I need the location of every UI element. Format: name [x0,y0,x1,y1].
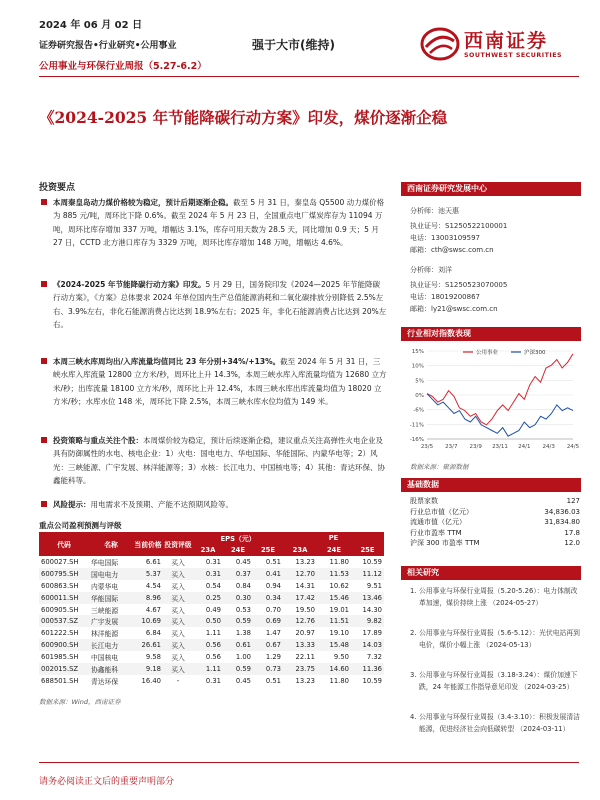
table-cell: 买入 [171,654,185,663]
series-line-csi300 [427,394,573,437]
market-label: 行业市盈率 TTM [410,528,462,537]
related-number: 3. [410,671,417,679]
table-row [39,580,384,592]
related-text: 公用事业与环保行业周报（3.18-3.24）：煤价加速下跌，24 年能源工作指导意见印发 （2024-03-25） [419,671,578,691]
chart-y-ticks [410,349,424,443]
col-name: 名称 [89,532,133,556]
report-type: 证券研究报告•行业研究•公用事业 [39,41,177,51]
col-eps-24e: 24E [223,544,253,556]
table-cell: 内蒙华电 [91,582,119,591]
table-cell: 0.51 [265,557,281,566]
market-row [410,496,580,507]
table-row [39,556,384,568]
bullet-square-icon [41,199,47,205]
table-cell: 17.89 [362,629,382,638]
bullet-lead: 本周秦皇岛动力煤价格较为稳定，预计后期逐渐企稳。 [53,198,233,207]
related-number: 4. [410,713,417,721]
related-item[interactable] [410,628,580,651]
table-cell: 12.76 [283,615,317,627]
table-cell: 688501.SH [41,676,79,685]
logo-text-cn: 西南证券 [464,30,549,52]
table-cell: 10.59 [362,557,382,566]
table-cell: 林洋能源 [91,630,119,639]
summary-bullet [39,498,387,511]
table-cell: 14.03 [351,639,384,651]
summary-bullet [39,355,387,409]
table-cell: 1.11 [193,663,223,675]
related-item[interactable] [410,586,580,609]
table-source: 数据来源：Wind，西南证券 [39,698,121,706]
table-cell: 0.45 [235,557,251,566]
table-cell: 9.50 [333,653,349,662]
table-cell: 19.10 [329,629,349,638]
analyst-phone: 电话：13003109597 [410,234,480,242]
x-tick-label: 23/11 [492,444,508,450]
table-cell: 中国核电 [91,654,119,663]
table-cell: 0.31 [193,568,223,580]
summary-bullet [39,434,387,488]
table-cell: 9.18 [133,663,163,675]
market-value: 12.0 [564,539,580,548]
table-cell: 买入 [163,592,193,604]
table-cell: 14.30 [362,605,382,614]
market-value: 17.8 [564,528,580,537]
table-cell: 0.30 [223,592,253,604]
report-date: 2024 年 06 月 02 日 [39,20,143,31]
table-cell: 11.53 [317,568,351,580]
table-cell: 买入 [171,630,185,639]
table-cell: 1.47 [265,629,281,638]
table-cell: 9.58 [145,653,161,662]
market-value: 34,836.03 [544,507,580,516]
table-title: 重点公司盈利预测与评级 [39,521,122,530]
industry-rating: 强于大市(维持) [252,38,335,52]
table-row [39,627,384,639]
x-tick-label: 23/9 [469,444,482,450]
analyst-email[interactable]: 邮箱：ly21@swsc.com.cn [410,305,498,313]
col-pe-23a: 23A [283,544,317,556]
table-cell: 0.59 [223,663,253,675]
table-cell: 0.69 [253,615,283,627]
table-cell: 10.69 [133,615,163,627]
table-cell: 协鑫能科 [89,663,133,675]
table-cell: 14.60 [317,663,351,675]
table-cell: 7.32 [366,653,382,662]
col-code: 代码 [39,532,89,556]
table-cell: 6.61 [145,557,161,566]
logo-mark-icon [420,27,460,61]
table-cell: 11.80 [329,676,349,685]
col-price: 当前价格 [133,532,163,556]
bullet-square-icon [41,501,47,507]
footer-divider [39,762,579,763]
market-label: 股票家数 [410,497,438,506]
table-cell: 0.59 [223,615,253,627]
bullet-square-icon [41,437,47,443]
bullet-text: 用电需求不及预期、产能不达预期风险等。 [90,500,233,509]
table-cell: 17.42 [283,592,317,604]
report-title: 《2024-2025 年节能降碳行动方案》印发，煤价逐渐企稳 [39,108,448,127]
col-eps-23a: 23A [193,544,223,556]
table-cell: 1.00 [235,653,251,662]
analyst-license: 执业证号：S1250522100001 [410,222,508,230]
bullet-square-icon [41,358,47,364]
table-cell: 青达环保 [91,677,119,686]
table-cell: 买入 [171,606,185,615]
table-cell: 000537.SZ [39,615,89,627]
table-cell: 600011.SH [39,592,89,604]
table-cell: 22.11 [295,653,315,662]
chart-heading: 行业相对指数表现 [401,327,581,341]
related-number: 2. [410,629,417,637]
analyst-license: 执业证号：S1250523070005 [410,281,508,289]
table-cell: 0.56 [193,639,223,651]
table-cell: 0.49 [205,605,221,614]
table-cell: 三峡能源 [91,606,119,615]
x-tick-label: 24/1 [518,444,531,450]
table-cell: 0.45 [235,676,251,685]
market-label: 行业总市值（亿元） [410,507,473,516]
chart-source: 数据来源：聚源数据 [410,463,469,471]
x-tick-label: 24/5 [566,444,580,450]
market-row [410,538,580,549]
bullet-text: 本周煤价较为稳定，预计后续逐渐企稳，建议重点关注高弹性火电企业及具有防御属性的水电、核电企业：1）火电：国电电力、华电国际、华能国际、内蒙华电等；2）风光：三峡能源、广宇发展、林洋能源等；3）水核：长江电力、中国核电等；4）其他：青达环保、协鑫能科等。 [53,436,386,486]
header-divider [39,76,579,77]
bullet-lead: 风险提示： [53,500,91,509]
table-cell: 0.67 [253,639,283,651]
table-cell: 11.80 [329,557,349,566]
table-cell: 买入 [163,615,193,627]
table-cell: 买入 [163,639,193,651]
table-cell: 0.41 [253,568,283,580]
market-row [410,528,580,539]
market-value: 127 [566,497,580,506]
table-cell: 1.11 [205,629,221,638]
legend-label: 公用事业 [476,350,499,356]
analyst-name: 分析师：刘洋 [410,266,452,274]
bullet-lead: 《2024-2025 年节能降碳行动方案》印发。 [53,280,206,289]
table-cell: 600905.SH [41,605,79,614]
table-cell: - [176,676,180,685]
table-row [39,568,384,580]
table-cell: 601222.SH [41,629,79,638]
related-item[interactable] [410,670,580,693]
table-cell: 0.61 [223,639,253,651]
table-cell: 1.29 [265,653,281,662]
report-series: 公用事业与环保行业周报（5.27-6.2） [39,61,207,72]
market-data-table [410,496,580,549]
table-cell: 0.70 [265,605,281,614]
market-value: 31,834.80 [544,518,580,527]
table-cell: 国电电力 [89,568,133,580]
table-cell: 买入 [163,663,193,675]
analyst-heading: 西南证券研究发展中心 [401,182,581,196]
table-cell: 0.25 [193,592,223,604]
table-cell: 19.50 [295,605,315,614]
table-cell: 买入 [171,558,185,567]
relative-index-chart [401,343,581,458]
summary-bullet [39,196,387,250]
x-tick-label: 23/5 [420,444,434,450]
bullet-text: 截至 5 月 31 日，秦皇岛 Q5500 动力煤价格为 885 元/吨，周环比下降 0.6%。截至 2024 年 5 月 23 日，全国重点电厂煤炭库存为 11094 万吨，周环比库存增加 337 万吨，增幅达 3.1%，库存可用天数为 28.5 天，同比增加 0.9 天；5 月 27 日，CCTD 北方港口库存为 3329 万吨，周环比库存增加 148 万吨，增幅达 4.6%。 [53,198,385,248]
table-cell: 15.48 [317,639,351,651]
table-cell: 0.73 [253,663,283,675]
logo-text-en: SOUTHWEST SECURITIES [464,52,563,59]
table-cell: 20.97 [295,629,315,638]
table-row [39,663,384,675]
table-cell: 0.53 [235,605,251,614]
table-cell: 15.46 [317,592,351,604]
table-cell: 5.37 [133,568,163,580]
table-cell: 600863.SH [41,581,79,590]
table-cell: 广宇发展 [89,615,133,627]
table-cell: 26.61 [133,639,163,651]
col-pe-25e: 25E [351,544,384,556]
market-label: 沪深 300 市盈率 TTM [410,539,480,548]
table-cell: 23.75 [283,663,317,675]
table-cell: 0.56 [205,653,221,662]
market-row [410,507,580,518]
analyst-name: 分析师：池天惠 [410,207,459,215]
table-cell: 19.01 [329,605,349,614]
table-cell: 0.51 [265,676,281,685]
chart-legend [463,348,546,356]
table-cell: 13.46 [351,592,384,604]
y-tick-label: 15% [411,349,424,355]
table-row [39,651,384,663]
table-cell: 11.51 [317,615,351,627]
table-cell: 0.50 [193,615,223,627]
y-tick-label: 0% [415,393,424,399]
x-tick-label: 24/3 [542,444,555,450]
col-eps-25e: 25E [253,544,283,556]
table-cell: 0.34 [253,592,283,604]
related-number: 1. [410,587,417,595]
y-tick-label: -11% [409,422,424,429]
table-cell: 14.31 [295,581,315,590]
table-row [39,639,384,651]
table-cell: 华能国际 [89,592,133,604]
table-cell: 0.37 [223,568,253,580]
market-row [410,517,580,528]
analyst-phone: 电话：18019200867 [410,293,480,301]
table-cell: 4.67 [145,605,161,614]
table-cell: 0.31 [205,557,221,566]
table-cell: 买入 [171,582,185,591]
table-cell: 0.94 [265,581,281,590]
chart-x-ticks [421,444,580,450]
footer-disclaimer: 请务必阅读正文后的重要声明部分 [39,777,175,787]
y-tick-label: 10% [411,363,424,370]
legend-label: 沪深300 [524,350,546,356]
table-cell: 长江电力 [89,639,133,651]
col-pe-24e: 24E [317,544,351,556]
table-cell: 13.23 [295,676,315,685]
table-cell: 002015.SZ [39,663,89,675]
company-logo [420,24,570,74]
table-cell: 0.84 [235,581,251,590]
table-cell: 11.12 [351,568,384,580]
summary-bullet [39,278,387,332]
table-cell: 4.54 [145,581,161,590]
table-row [39,675,384,687]
related-text: 公用事业与环保行业周报（5.6-5.12）：光伏电站再到电价，煤价小幅上涨 （2024-05-13） [419,629,580,649]
table-cell: 0.31 [205,676,221,685]
forecast-table [39,532,384,687]
table-cell: 11.36 [351,663,384,675]
table-cell: 华电国际 [91,558,119,567]
related-text: 公用事业与环保行业周报（5.20-5.26）：电力体制改革加速，煤价持续上涨 （2024-05-27） [419,587,578,607]
table-cell: 0.54 [205,581,221,590]
col-rating: 投资评级 [163,532,193,556]
table-cell: 9.82 [351,615,384,627]
y-tick-label: 5% [415,378,424,385]
table-cell: 600027.SH [41,557,79,566]
table-row [39,615,384,627]
table-cell: 16.40 [141,676,161,685]
bullet-text: 截至 2024 年 5 月 31 日，三峡水库入库流量 12800 立方米/秒，周环比上升 14.3%，本周三峡水库入库流量均值为 12680 立方米/秒；出库流量 18100 立方米/秒，周环比上升 12.4%，本周三峡水库出库流量均值为 18020 立方米/秒；水库水位 148 米，周环比下降 2.5%，本周三峡水库水位均值为 149 米。 [53,357,387,407]
table-cell: 1.38 [235,629,251,638]
related-heading: 相关研究 [401,566,581,580]
bullet-lead: 投资策略与重点关注个股： [53,436,143,445]
table-cell: 6.84 [145,629,161,638]
table-cell: 600900.SH [39,639,89,651]
x-tick-label: 23/7 [445,444,458,450]
summary-heading: 投资要点 [39,183,76,193]
related-item[interactable] [410,712,580,735]
table-cell: 10.59 [362,676,382,685]
table-row [39,592,384,604]
table-row [39,604,384,616]
table-cell: 8.96 [133,592,163,604]
table-cell: 买入 [163,568,193,580]
bullet-square-icon [41,281,47,287]
market-label: 流通市值（亿元） [410,518,466,527]
table-cell: 600795.SH [39,568,89,580]
chart-grid [427,351,573,439]
y-tick-label: -6% [413,407,424,414]
bullet-lead: 本周三峡水库周均出/入库流量均值同比 23 年分别+34%/+13%。 [53,357,281,366]
analyst-email[interactable]: 邮箱：cth@swsc.com.cn [410,246,494,254]
table-cell: 601985.SH [41,653,79,662]
table-cell: 10.62 [329,581,349,590]
table-cell: 12.70 [283,568,317,580]
y-tick-label: -16% [409,437,424,443]
table-cell: 13.33 [283,639,317,651]
col-pe-group: PE [283,532,384,544]
bullet-text: 5 月 29 日，国务院印发《2024—2025 年节能降碳行动方案》，《方案》总体要求 2024 年单位国内生产总值能源消耗和二氧化碳排放分别降低 2.5%左右、3.9%左右，非化石能源消费占比达到 18.9%左右；2025 年，非化石能源消费占比达到 20%左右。 [53,280,387,330]
table-cell: 13.23 [295,557,315,566]
related-text: 公用事业与环保行业周报（3.4-3.10）：积极发展清洁能源，促进经济社会向低碳转型 （2024-03-11） [419,713,580,733]
col-eps-group: EPS（元） [193,532,283,544]
table-cell: 9.51 [366,581,382,590]
market-heading: 基础数据 [401,478,581,492]
